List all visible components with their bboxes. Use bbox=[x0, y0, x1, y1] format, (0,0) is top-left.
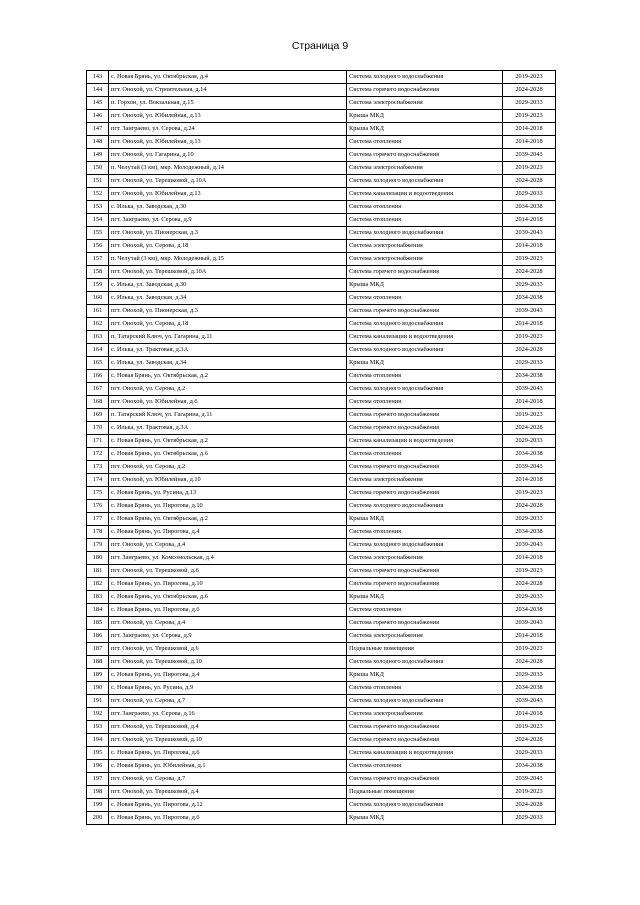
address-cell: с. Новая Брянь, ул. Русина, д.13 bbox=[109, 487, 347, 500]
table-row bbox=[87, 747, 556, 760]
system-cell: Система холодного водоснабжения bbox=[347, 344, 503, 357]
table-row bbox=[87, 240, 556, 253]
table-row bbox=[87, 513, 556, 526]
period-cell: 2039-2043 bbox=[503, 539, 556, 552]
row-number-cell: 156 bbox=[87, 240, 109, 253]
address-cell: с. Новая Брянь, ул. Пирогова, д.6 bbox=[109, 812, 347, 825]
table-row bbox=[87, 604, 556, 617]
address-cell: пгт. Онохой, ул. Серова, д.18 bbox=[109, 318, 347, 331]
period-cell: 2024-2028 bbox=[503, 84, 556, 97]
period-cell: 2039-2043 bbox=[503, 773, 556, 786]
table-row bbox=[87, 786, 556, 799]
table-row bbox=[87, 292, 556, 305]
system-cell: Система горячего водоснабжения bbox=[347, 578, 503, 591]
period-cell: 2034-2038 bbox=[503, 526, 556, 539]
row-number-cell: 159 bbox=[87, 279, 109, 292]
table-row bbox=[87, 201, 556, 214]
row-number-cell: 190 bbox=[87, 682, 109, 695]
table-row bbox=[87, 591, 556, 604]
row-number-cell: 143 bbox=[87, 71, 109, 84]
row-number-cell: 161 bbox=[87, 305, 109, 318]
system-cell: Система отопления bbox=[347, 201, 503, 214]
table-row bbox=[87, 84, 556, 97]
row-number-cell: 198 bbox=[87, 786, 109, 799]
period-cell: 2014-2018 bbox=[503, 474, 556, 487]
row-number-cell: 165 bbox=[87, 357, 109, 370]
table-row bbox=[87, 266, 556, 279]
period-cell: 2019-2023 bbox=[503, 565, 556, 578]
address-cell: с. Илька, ул. Заводская, д.34 bbox=[109, 292, 347, 305]
system-cell: Система горячего водоснабжения bbox=[347, 409, 503, 422]
address-cell: пгт. Онохой, ул. Серова, д.18 bbox=[109, 240, 347, 253]
row-number-cell: 145 bbox=[87, 97, 109, 110]
row-number-cell: 193 bbox=[87, 721, 109, 734]
system-cell: Система холодного водоснабжения bbox=[347, 656, 503, 669]
row-number-cell: 167 bbox=[87, 383, 109, 396]
address-cell: с. Новая Брянь, ул. Октябрьская, д.2 bbox=[109, 513, 347, 526]
address-cell: пгт. Онохой, ул. Серова, д.7 bbox=[109, 773, 347, 786]
period-cell: 2034-2038 bbox=[503, 201, 556, 214]
period-cell: 2014-2018 bbox=[503, 214, 556, 227]
table-row bbox=[87, 448, 556, 461]
period-cell: 2019-2023 bbox=[503, 643, 556, 656]
period-cell: 2029-2033 bbox=[503, 669, 556, 682]
period-cell: 2039-2043 bbox=[503, 149, 556, 162]
period-cell: 2024-2028 bbox=[503, 799, 556, 812]
address-cell: с. Илька, ул. Заводская, д.34 bbox=[109, 357, 347, 370]
row-number-cell: 152 bbox=[87, 188, 109, 201]
system-cell: Подвальные помещения bbox=[347, 786, 503, 799]
address-cell: с. Новая Брянь, ул. Пирогова, д.10 bbox=[109, 578, 347, 591]
system-cell: Система холодного водоснабжения bbox=[347, 539, 503, 552]
row-number-cell: 158 bbox=[87, 266, 109, 279]
system-cell: Система отопления bbox=[347, 760, 503, 773]
period-cell: 2019-2023 bbox=[503, 487, 556, 500]
address-cell: пгт. Заиграево, ул. Комсомольская, д.4 bbox=[109, 552, 347, 565]
table-row bbox=[87, 175, 556, 188]
table-row bbox=[87, 422, 556, 435]
table-row bbox=[87, 760, 556, 773]
address-cell: пгт. Заиграево, ул. Серова, д.24 bbox=[109, 123, 347, 136]
table-row bbox=[87, 708, 556, 721]
address-cell: пгт. Онохой, ул. Терешковой, д.4 bbox=[109, 786, 347, 799]
row-number-cell: 173 bbox=[87, 461, 109, 474]
row-number-cell: 183 bbox=[87, 591, 109, 604]
row-number-cell: 166 bbox=[87, 370, 109, 383]
row-number-cell: 196 bbox=[87, 760, 109, 773]
row-number-cell: 182 bbox=[87, 578, 109, 591]
table-row bbox=[87, 669, 556, 682]
period-cell: 2029-2033 bbox=[503, 188, 556, 201]
address-cell: пгт. Онохой, ул. Терешковой, д.10А bbox=[109, 266, 347, 279]
table-row bbox=[87, 383, 556, 396]
period-cell: 2024-2028 bbox=[503, 344, 556, 357]
address-cell: пгт. Онохой, ул. Серова, д.2 bbox=[109, 461, 347, 474]
row-number-cell: 175 bbox=[87, 487, 109, 500]
address-cell: с. Новая Брянь, ул. Октябрьская, д.2 bbox=[109, 435, 347, 448]
system-cell: Система горячего водоснабжения bbox=[347, 422, 503, 435]
system-cell: Крыша МКД bbox=[347, 513, 503, 526]
period-cell: 2019-2023 bbox=[503, 331, 556, 344]
system-cell: Система канализации и водоотведения bbox=[347, 747, 503, 760]
row-number-cell: 147 bbox=[87, 123, 109, 136]
address-cell: пгт. Онохой, ул. Серова, д.2 bbox=[109, 383, 347, 396]
system-cell: Система горячего водоснабжения bbox=[347, 461, 503, 474]
row-number-cell: 174 bbox=[87, 474, 109, 487]
row-number-cell: 149 bbox=[87, 149, 109, 162]
row-number-cell: 172 bbox=[87, 448, 109, 461]
address-cell: пгт. Онохой, ул. Юбилейная, д.10 bbox=[109, 474, 347, 487]
system-cell: Система горячего водоснабжения bbox=[347, 721, 503, 734]
table-row bbox=[87, 370, 556, 383]
period-cell: 2019-2023 bbox=[503, 409, 556, 422]
system-cell: Система электроснабжения bbox=[347, 630, 503, 643]
system-cell: Система холодного водоснабжения bbox=[347, 71, 503, 84]
system-cell: Система холодного водоснабжения bbox=[347, 227, 503, 240]
period-cell: 2039-2043 bbox=[503, 461, 556, 474]
system-cell: Система горячего водоснабжения bbox=[347, 305, 503, 318]
system-cell: Система холодного водоснабжения bbox=[347, 695, 503, 708]
system-cell: Система электроснабжения bbox=[347, 552, 503, 565]
period-cell: 2014-2018 bbox=[503, 136, 556, 149]
row-number-cell: 169 bbox=[87, 409, 109, 422]
row-number-cell: 185 bbox=[87, 617, 109, 630]
row-number-cell: 144 bbox=[87, 84, 109, 97]
system-cell: Система отопления bbox=[347, 526, 503, 539]
row-number-cell: 199 bbox=[87, 799, 109, 812]
table-row bbox=[87, 214, 556, 227]
system-cell: Система горячего водоснабжения bbox=[347, 734, 503, 747]
system-cell: Система отопления bbox=[347, 604, 503, 617]
period-cell: 2039-2043 bbox=[503, 695, 556, 708]
register-table-body bbox=[87, 71, 556, 825]
address-cell: пгт. Онохой, ул. Юбилейная, д.13 bbox=[109, 136, 347, 149]
table-row bbox=[87, 110, 556, 123]
period-cell: 2029-2033 bbox=[503, 97, 556, 110]
system-cell: Подвальные помещения bbox=[347, 643, 503, 656]
system-cell: Система горячего водоснабжения bbox=[347, 266, 503, 279]
period-cell: 2034-2038 bbox=[503, 760, 556, 773]
address-cell: с. Новая Брянь, ул. Пирогова, д.12 bbox=[109, 799, 347, 812]
table-row bbox=[87, 721, 556, 734]
period-cell: 2019-2023 bbox=[503, 786, 556, 799]
register-table bbox=[86, 70, 556, 825]
period-cell: 2024-2028 bbox=[503, 500, 556, 513]
address-cell: пгт. Онохой, ул. Терешковой, д.10 bbox=[109, 734, 347, 747]
system-cell: Крыша МКД bbox=[347, 591, 503, 604]
address-cell: с. Новая Брянь, ул. Октябрьская, д.2 bbox=[109, 370, 347, 383]
row-number-cell: 148 bbox=[87, 136, 109, 149]
address-cell: с. Илька, ул. Заводская, д.30 bbox=[109, 279, 347, 292]
table-row bbox=[87, 97, 556, 110]
system-cell: Система отопления bbox=[347, 292, 503, 305]
system-cell: Система холодного водоснабжения bbox=[347, 799, 503, 812]
period-cell: 2029-2033 bbox=[503, 812, 556, 825]
period-cell: 2024-2028 bbox=[503, 656, 556, 669]
table-row bbox=[87, 682, 556, 695]
table-row bbox=[87, 435, 556, 448]
system-cell: Крыша МКД bbox=[347, 357, 503, 370]
system-cell: Система горячего водоснабжения bbox=[347, 149, 503, 162]
table-row bbox=[87, 617, 556, 630]
table-row bbox=[87, 409, 556, 422]
system-cell: Система электроснабжения bbox=[347, 253, 503, 266]
period-cell: 2014-2018 bbox=[503, 708, 556, 721]
system-cell: Система холодного водоснабжения bbox=[347, 175, 503, 188]
address-cell: с. Новая Брянь, ул. Русина, д.9 bbox=[109, 682, 347, 695]
system-cell: Система электроснабжения bbox=[347, 474, 503, 487]
system-cell: Крыша МКД bbox=[347, 812, 503, 825]
period-cell: 2029-2033 bbox=[503, 747, 556, 760]
table-row bbox=[87, 123, 556, 136]
row-number-cell: 170 bbox=[87, 422, 109, 435]
table-row bbox=[87, 578, 556, 591]
address-cell: пгт. Заиграево, ул. Серова, д.16 bbox=[109, 708, 347, 721]
period-cell: 2029-2033 bbox=[503, 591, 556, 604]
table-row bbox=[87, 552, 556, 565]
address-cell: пгт. Онохой, ул. Терешковой, д.10А bbox=[109, 175, 347, 188]
row-number-cell: 146 bbox=[87, 110, 109, 123]
system-cell: Система горячего водоснабжения bbox=[347, 565, 503, 578]
system-cell: Система канализации и водоотведения bbox=[347, 435, 503, 448]
table-row bbox=[87, 695, 556, 708]
system-cell: Система горячего водоснабжения bbox=[347, 617, 503, 630]
table-row bbox=[87, 227, 556, 240]
row-number-cell: 187 bbox=[87, 643, 109, 656]
system-cell: Система горячего водоснабжения bbox=[347, 487, 503, 500]
table-row bbox=[87, 812, 556, 825]
system-cell: Система холодного водоснабжения bbox=[347, 318, 503, 331]
system-cell: Крыша МКД bbox=[347, 279, 503, 292]
row-number-cell: 194 bbox=[87, 734, 109, 747]
address-cell: с. Новая Брянь, ул. Октябрьская, д.6 bbox=[109, 591, 347, 604]
table-row bbox=[87, 318, 556, 331]
period-cell: 2039-2043 bbox=[503, 227, 556, 240]
address-cell: пгт. Онохой, ул. Серова, д.4 bbox=[109, 539, 347, 552]
table-row bbox=[87, 799, 556, 812]
period-cell: 2034-2038 bbox=[503, 682, 556, 695]
address-cell: пгт. Онохой, ул. Терешковой, д.10 bbox=[109, 656, 347, 669]
row-number-cell: 150 bbox=[87, 162, 109, 175]
row-number-cell: 151 bbox=[87, 175, 109, 188]
row-number-cell: 195 bbox=[87, 747, 109, 760]
period-cell: 2024-2028 bbox=[503, 422, 556, 435]
period-cell: 2014-2018 bbox=[503, 240, 556, 253]
address-cell: с. Новая Брянь, ул. Пирогова, д.6 bbox=[109, 604, 347, 617]
row-number-cell: 164 bbox=[87, 344, 109, 357]
period-cell: 2029-2033 bbox=[503, 357, 556, 370]
address-cell: пгт. Онохой, ул. Терешковой, д.6 bbox=[109, 643, 347, 656]
address-cell: с. Новая Брянь, ул. Юбилейная, д.1 bbox=[109, 760, 347, 773]
period-cell: 2024-2028 bbox=[503, 578, 556, 591]
address-cell: с. Новая Брянь, ул. Пирогова, д.4 bbox=[109, 669, 347, 682]
period-cell: 2014-2018 bbox=[503, 396, 556, 409]
row-number-cell: 155 bbox=[87, 227, 109, 240]
address-cell: п. Татарский Ключ, ул. Гагарина, д.11 bbox=[109, 409, 347, 422]
row-number-cell: 192 bbox=[87, 708, 109, 721]
system-cell: Система горячего водоснабжения bbox=[347, 773, 503, 786]
table-row bbox=[87, 396, 556, 409]
period-cell: 2034-2038 bbox=[503, 448, 556, 461]
table-row bbox=[87, 71, 556, 84]
row-number-cell: 188 bbox=[87, 656, 109, 669]
row-number-cell: 162 bbox=[87, 318, 109, 331]
address-cell: с. Илька, ул. Заводская, д.30 bbox=[109, 201, 347, 214]
period-cell: 2014-2018 bbox=[503, 552, 556, 565]
system-cell: Система отопления bbox=[347, 448, 503, 461]
period-cell: 2039-2043 bbox=[503, 617, 556, 630]
address-cell: пгт. Заиграево, ул. Серова, д.9 bbox=[109, 630, 347, 643]
address-cell: с. Илька, ул. Трактовая, д.3А bbox=[109, 344, 347, 357]
address-cell: пгт. Онохой, ул. Серова, д.7 bbox=[109, 695, 347, 708]
system-cell: Система отопления bbox=[347, 136, 503, 149]
table-row bbox=[87, 630, 556, 643]
system-cell: Система электроснабжения bbox=[347, 240, 503, 253]
table-row bbox=[87, 643, 556, 656]
period-cell: 2029-2033 bbox=[503, 279, 556, 292]
address-cell: пгт. Онохой, ул. Юбилейная, д.13 bbox=[109, 188, 347, 201]
row-number-cell: 168 bbox=[87, 396, 109, 409]
address-cell: пгт. Онохой, ул. Пионерская, д.3 bbox=[109, 305, 347, 318]
address-cell: пгт. Онохой, ул. Строительная, д.14 bbox=[109, 84, 347, 97]
address-cell: с. Илька, ул. Трактовая, д.3А bbox=[109, 422, 347, 435]
system-cell: Система отопления bbox=[347, 370, 503, 383]
table-row bbox=[87, 188, 556, 201]
address-cell: с. Новая Брянь, ул. Пирогова, д.4 bbox=[109, 526, 347, 539]
system-cell: Крыша МКД bbox=[347, 123, 503, 136]
table-row bbox=[87, 136, 556, 149]
row-number-cell: 160 bbox=[87, 292, 109, 305]
address-cell: пгт. Онохой, ул. Пионерская, д.3 bbox=[109, 227, 347, 240]
table-row bbox=[87, 734, 556, 747]
system-cell: Крыша МКД bbox=[347, 110, 503, 123]
period-cell: 2024-2028 bbox=[503, 266, 556, 279]
table-row bbox=[87, 656, 556, 669]
address-cell: пгт. Онохой, ул. Серова, д.4 bbox=[109, 617, 347, 630]
row-number-cell: 200 bbox=[87, 812, 109, 825]
row-number-cell: 191 bbox=[87, 695, 109, 708]
system-cell: Система отопления bbox=[347, 214, 503, 227]
table-row bbox=[87, 487, 556, 500]
table-row bbox=[87, 149, 556, 162]
period-cell: 2014-2018 bbox=[503, 318, 556, 331]
period-cell: 2019-2023 bbox=[503, 110, 556, 123]
period-cell: 2039-2043 bbox=[503, 383, 556, 396]
period-cell: 2029-2033 bbox=[503, 513, 556, 526]
row-number-cell: 171 bbox=[87, 435, 109, 448]
period-cell: 2019-2023 bbox=[503, 162, 556, 175]
system-cell: Система канализации и водоотведения bbox=[347, 331, 503, 344]
table-row bbox=[87, 773, 556, 786]
system-cell: Система отопления bbox=[347, 682, 503, 695]
period-cell: 2034-2038 bbox=[503, 604, 556, 617]
table-row bbox=[87, 305, 556, 318]
period-cell: 2039-2043 bbox=[503, 305, 556, 318]
address-cell: пгт. Онохой, ул. Терешковой, д.4 bbox=[109, 721, 347, 734]
address-cell: п. Челутай (3 км), мкр. Молодежный, д.14 bbox=[109, 162, 347, 175]
row-number-cell: 180 bbox=[87, 552, 109, 565]
period-cell: 2019-2023 bbox=[503, 71, 556, 84]
row-number-cell: 157 bbox=[87, 253, 109, 266]
row-number-cell: 177 bbox=[87, 513, 109, 526]
row-number-cell: 179 bbox=[87, 539, 109, 552]
table-row bbox=[87, 539, 556, 552]
period-cell: 2024-2028 bbox=[503, 734, 556, 747]
system-cell: Система холодного водоснабжения bbox=[347, 383, 503, 396]
system-cell: Система канализации и водоотведения bbox=[347, 188, 503, 201]
period-cell: 2014-2018 bbox=[503, 123, 556, 136]
system-cell: Крыша МКД bbox=[347, 669, 503, 682]
address-cell: с. Новая Брянь, ул. Октябрьская, д.6 bbox=[109, 448, 347, 461]
system-cell: Система электроснабжения bbox=[347, 162, 503, 175]
address-cell: с. Новая Брянь, ул. Пирогова, д.6 bbox=[109, 747, 347, 760]
row-number-cell: 163 bbox=[87, 331, 109, 344]
address-cell: п. Татарский Ключ, ул. Гагарина, д.11 bbox=[109, 331, 347, 344]
table-row bbox=[87, 526, 556, 539]
table-row bbox=[87, 162, 556, 175]
row-number-cell: 181 bbox=[87, 565, 109, 578]
table-row bbox=[87, 500, 556, 513]
address-cell: пгт. Заиграево, ул. Серова, д.9 bbox=[109, 214, 347, 227]
row-number-cell: 184 bbox=[87, 604, 109, 617]
row-number-cell: 176 bbox=[87, 500, 109, 513]
row-number-cell: 154 bbox=[87, 214, 109, 227]
table-row bbox=[87, 565, 556, 578]
period-cell: 2019-2023 bbox=[503, 253, 556, 266]
system-cell: Система отопления bbox=[347, 396, 503, 409]
row-number-cell: 197 bbox=[87, 773, 109, 786]
system-cell: Система холодного водоснабжения bbox=[347, 500, 503, 513]
address-cell: пгт. Онохой, ул. Гагарина, д.10 bbox=[109, 149, 347, 162]
table-row bbox=[87, 357, 556, 370]
table-row bbox=[87, 344, 556, 357]
address-cell: п. Горхон, ул. Вокзальная, д.15 bbox=[109, 97, 347, 110]
table-row bbox=[87, 279, 556, 292]
table-row bbox=[87, 331, 556, 344]
table-row bbox=[87, 461, 556, 474]
period-cell: 2034-2038 bbox=[503, 292, 556, 305]
period-cell: 2024-2028 bbox=[503, 175, 556, 188]
row-number-cell: 189 bbox=[87, 669, 109, 682]
row-number-cell: 153 bbox=[87, 201, 109, 214]
period-cell: 2034-2038 bbox=[503, 370, 556, 383]
address-cell: пгт. Онохой, ул. Юбилейная, д.13 bbox=[109, 110, 347, 123]
row-number-cell: 186 bbox=[87, 630, 109, 643]
period-cell: 2014-2018 bbox=[503, 630, 556, 643]
address-cell: с. Новая Брянь, ул. Пирогова, д.10 bbox=[109, 500, 347, 513]
table-row bbox=[87, 253, 556, 266]
system-cell: Система электроснабжения bbox=[347, 97, 503, 110]
system-cell: Система горячего водоснабжения bbox=[347, 84, 503, 97]
period-cell: 2019-2023 bbox=[503, 721, 556, 734]
system-cell: Система электроснабжения bbox=[347, 708, 503, 721]
address-cell: с. Новая Брянь, ул. Октябрьская, д.4 bbox=[109, 71, 347, 84]
address-cell: п. Челутай (3 км), мкр. Молодежный, д.15 bbox=[109, 253, 347, 266]
page-title: Страница 9 bbox=[291, 40, 349, 52]
period-cell: 2029-2033 bbox=[503, 435, 556, 448]
row-number-cell: 178 bbox=[87, 526, 109, 539]
address-cell: пгт. Онохой, ул. Терешковой, д.6 bbox=[109, 565, 347, 578]
address-cell: пгт. Онохой, ул. Юбилейная, д.6 bbox=[109, 396, 347, 409]
table-row bbox=[87, 474, 556, 487]
